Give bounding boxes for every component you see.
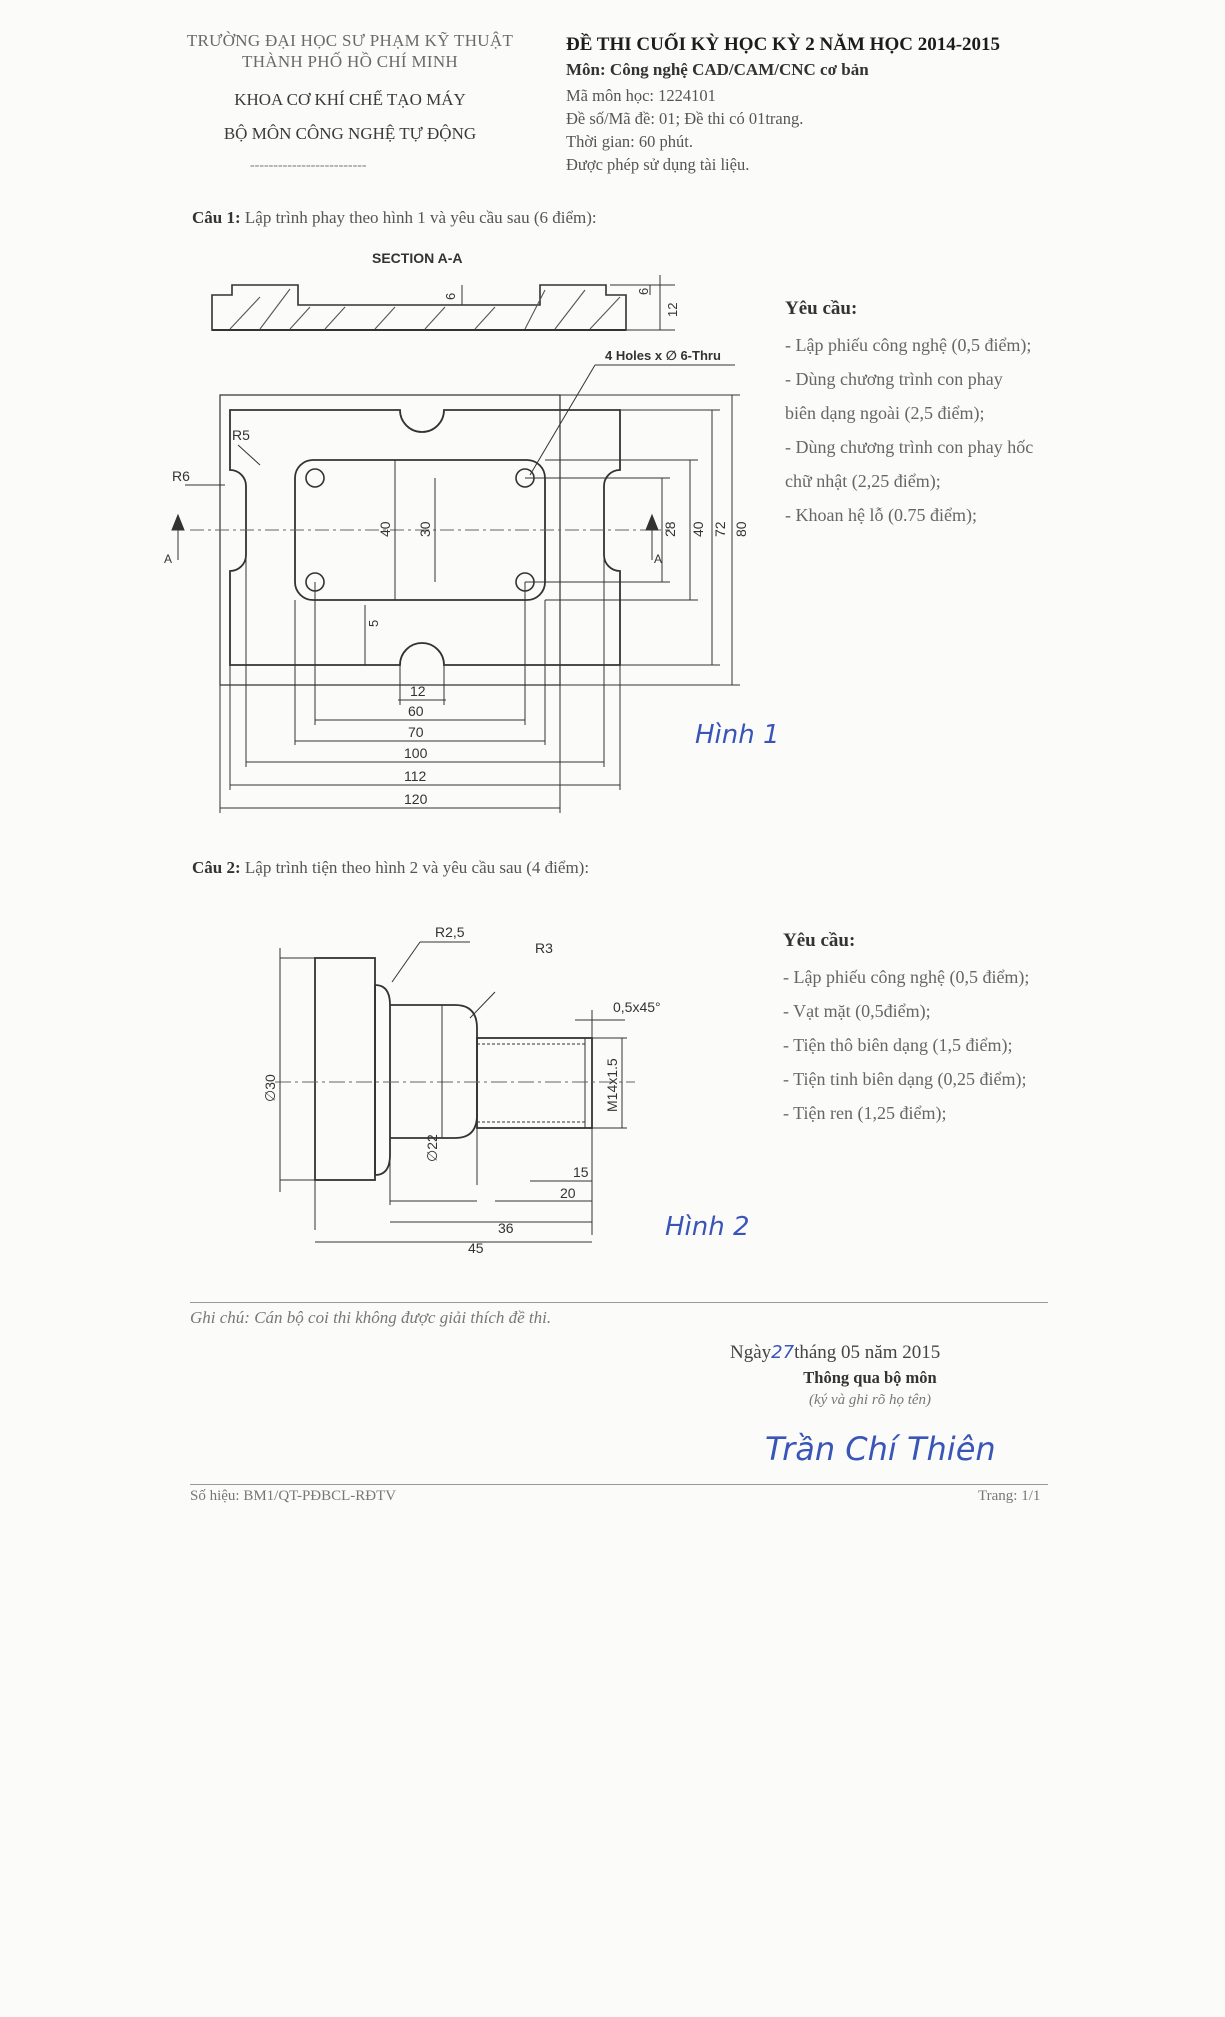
label-r6: R6 (172, 468, 190, 484)
form-code: Số hiệu: BM1/QT-PĐBCL-RĐTV (190, 1488, 397, 1504)
dim-depth-6b: 6 (636, 287, 651, 295)
dim-15: 15 (573, 1164, 589, 1180)
page-number: Trang: 1/1 (978, 1488, 1041, 1504)
exam-title: ĐỀ THI CUỐI KỲ HỌC KỲ 2 NĂM HỌC 2014-2015 (566, 34, 1001, 55)
dim-thread: M14x1.5 (604, 1058, 620, 1112)
materials: Được phép sử dụng tài liệu. (566, 155, 750, 174)
dim-depth-6a: 6 (443, 292, 458, 300)
dim-28: 28 (662, 521, 678, 537)
question2-requirements-title: Yêu cầu: (783, 930, 856, 951)
question2-text: Lập trình tiện theo hình 2 và yêu cầu sau (4 điểm): (244, 858, 590, 877)
date-rest: tháng 05 năm 2015 (794, 1342, 941, 1363)
exam-note: Ghi chú: Cán bộ coi thi không được giải thích đề thi. (190, 1308, 552, 1327)
question2-requirements (783, 930, 1183, 1130)
dim-100: 100 (404, 745, 428, 761)
dim-60: 60 (408, 703, 424, 719)
section-title: SECTION A-A (372, 250, 463, 266)
dim-30: 30 (417, 521, 433, 537)
question2-label: Câu 2: (192, 858, 241, 877)
dim-36: 36 (498, 1220, 514, 1236)
question2-req-1: - Lập phiếu công nghệ (0,5 điểm); (783, 967, 1030, 987)
question1-text: Lập trình phay theo hình 1 và yêu cầu sau (6 điểm): (244, 208, 597, 227)
question2-req-3: - Tiện thô biên dạng (1,5 điểm); (783, 1035, 1013, 1055)
question1-requirements (785, 298, 1165, 532)
dim-120: 120 (404, 791, 428, 807)
dim-dia22: ∅22 (424, 1134, 440, 1162)
label-chamfer: 0,5x45° (613, 999, 661, 1015)
question2-req-5: - Tiện ren (1,25 điểm); (783, 1103, 947, 1123)
header-divider: ------------------------- (250, 158, 367, 173)
dim-45: 45 (468, 1240, 484, 1256)
figure2-caption: Hình 2 (665, 1212, 750, 1242)
dim-20: 20 (560, 1185, 576, 1201)
section-mark-left: A (164, 552, 173, 566)
signature: Trần Chí Thiên (765, 1430, 996, 1468)
question1-req-4: - Dùng chương trình con phay hốc (785, 437, 1034, 457)
dim-40-inner: 40 (377, 521, 393, 537)
dim-112: 112 (404, 768, 427, 784)
question1-req-6: - Khoan hệ lỗ (0.75 điểm); (785, 505, 977, 525)
footer-divider (190, 1302, 1048, 1303)
exam-date (730, 1342, 940, 1364)
question1-req-1: - Lập phiếu công nghệ (0,5 điểm); (785, 335, 1032, 355)
department: BỘ MÔN CÔNG NGHỆ TỰ ĐỘNG (223, 124, 477, 143)
dim-70: 70 (408, 724, 424, 740)
figure1-caption: Hình 1 (695, 720, 780, 750)
duration: Thời gian: 60 phút. (566, 132, 693, 151)
faculty: KHOA CƠ KHÍ CHẾ TẠO MÁY (234, 90, 466, 109)
dim-thickness-12: 12 (665, 302, 680, 317)
question1-req-5: chữ nhật (2,25 điểm); (785, 471, 941, 491)
question1-prompt (192, 208, 597, 228)
dim-12: 12 (410, 683, 426, 699)
figure1-milling-drawing (150, 245, 780, 835)
dim-5: 5 (366, 619, 381, 627)
date-day: 27 (771, 1342, 795, 1363)
label-r3: R3 (535, 940, 553, 956)
question2-req-4: - Tiện tinh biên dạng (0,25 điểm); (783, 1069, 1027, 1089)
dim-80: 80 (733, 521, 749, 537)
dim-dia30: ∅30 (262, 1074, 278, 1102)
university-line1: TRƯỜNG ĐẠI HỌC SƯ PHẠM KỸ THUẬT (186, 31, 514, 50)
question1-req-2: - Dùng chương trình con phay (785, 369, 1003, 389)
approval-subtitle: (ký và ghi rõ họ tên) (808, 1392, 932, 1408)
section-mark-right: A (654, 552, 663, 566)
figure2-turning-drawing (255, 910, 725, 1270)
question1-req-3: biên dạng ngoài (2,5 điểm); (785, 403, 985, 423)
question1-label: Câu 1: (192, 208, 241, 227)
page-bottom-rule (190, 1484, 1048, 1485)
approval-title: Thông qua bộ môn (803, 1368, 937, 1387)
question1-requirements-title: Yêu cầu: (785, 298, 858, 319)
label-r5: R5 (232, 427, 250, 443)
question2-prompt (192, 858, 589, 878)
holes-note: 4 Holes x ∅ 6-Thru (605, 348, 721, 363)
question2-req-2: - Vạt mặt (0,5điểm); (783, 1001, 931, 1021)
dim-72: 72 (712, 521, 728, 537)
university-name (140, 30, 560, 72)
date-prefix: Ngày (730, 1342, 772, 1363)
university-line2: THÀNH PHỐ HỒ CHÍ MINH (242, 52, 458, 71)
dim-40: 40 (690, 521, 706, 537)
exam-code: Đề số/Mã đề: 01; Đề thi có 01trang. (566, 109, 804, 128)
label-r2-5: R2,5 (435, 924, 465, 940)
subject: Môn: Công nghệ CAD/CAM/CNC cơ bản (566, 60, 869, 79)
course-code: Mã môn học: 1224101 (566, 86, 716, 105)
